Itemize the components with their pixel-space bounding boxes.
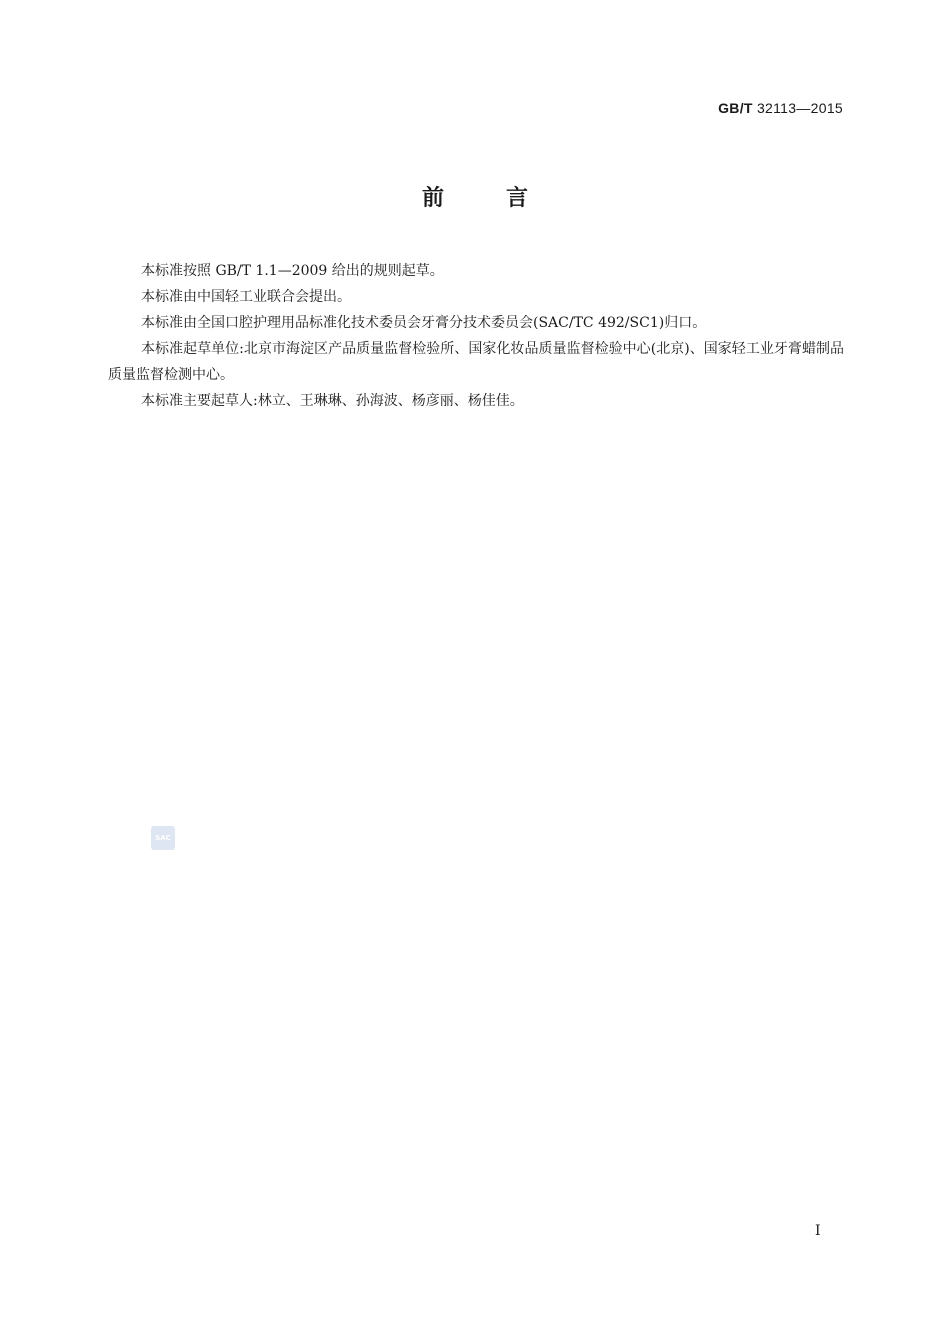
paragraph-drafting-units: 本标准起草单位:北京市海淀区产品质量监督检验所、国家化妆品质量监督检验中心(北京)、国家轻工业牙膏蜡制品质量监督检测中心。 bbox=[108, 341, 844, 383]
paragraph-administrator: 本标准由全国口腔护理用品标准化技术委员会牙膏分技术委员会(SAC/TC 492/SC1)归口。 bbox=[141, 315, 707, 331]
page-number: I bbox=[815, 1223, 821, 1239]
page-title: 前言 bbox=[421, 186, 590, 211]
standard-code bbox=[718, 100, 843, 116]
paragraph-drafters: 本标准主要起草人:林立、王琳琳、孙海波、杨彦丽、杨佳佳。 bbox=[141, 393, 524, 409]
paragraph-proposer: 本标准由中国轻工业联合会提出。 bbox=[141, 289, 351, 305]
standard-number: 32113—2015 bbox=[756, 100, 843, 116]
paragraph-drafting-rules: 本标准按照 GB/T 1.1—2009 给出的规则起草。 bbox=[141, 263, 444, 279]
foreword-body bbox=[108, 258, 844, 414]
sac-logo-icon: SAC bbox=[151, 826, 175, 850]
standard-prefix: GB/T bbox=[718, 100, 753, 116]
